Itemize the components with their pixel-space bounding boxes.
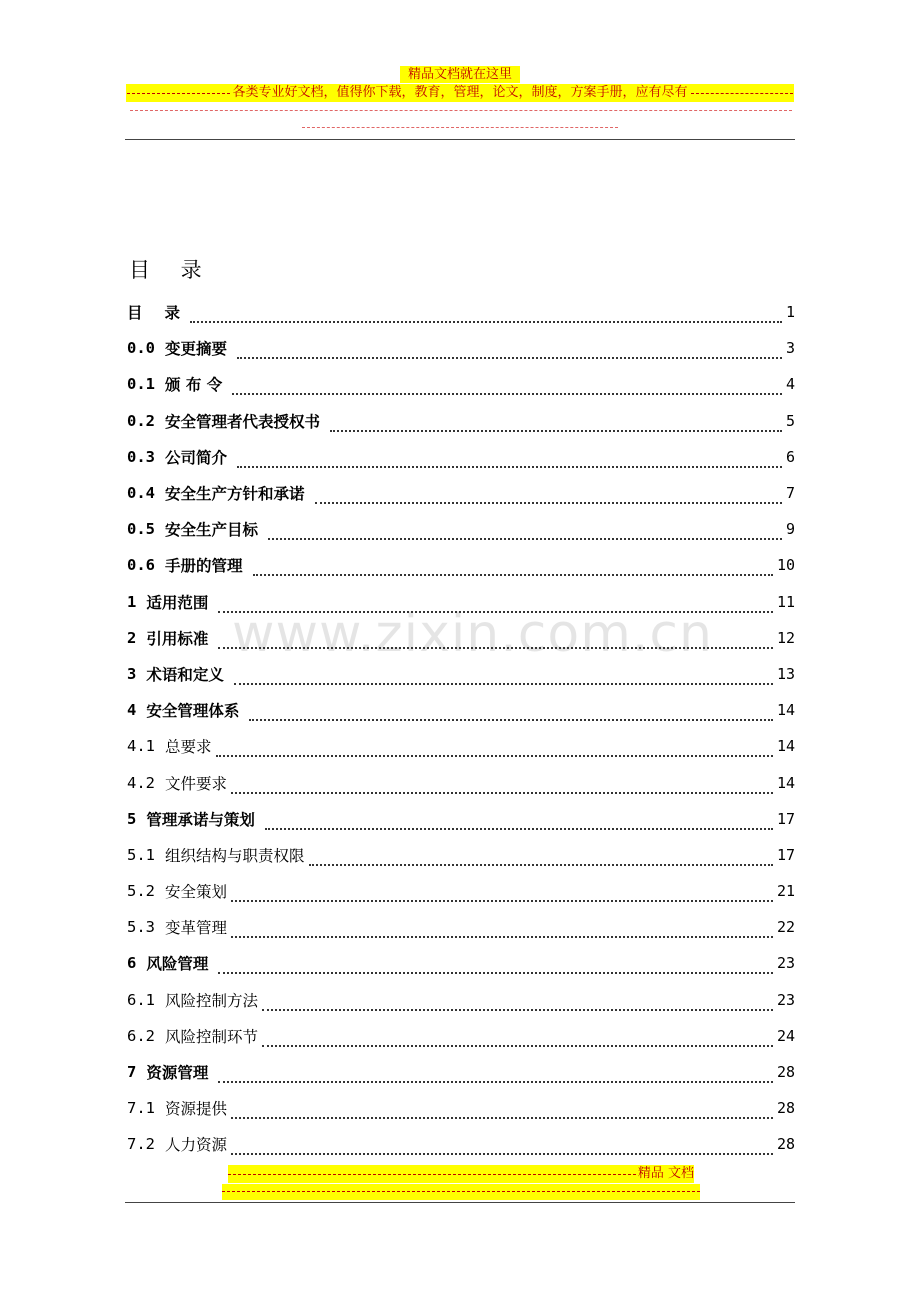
toc-entry-page: 7 <box>785 484 795 503</box>
toc-dot-leader <box>218 958 773 974</box>
toc-dot-leader <box>216 741 773 757</box>
toc-entry-title: 总要求 <box>165 738 212 757</box>
toc-dot-leader <box>253 560 773 576</box>
toc-entry-number: 0.1 <box>127 375 155 394</box>
toc-entry-title: 变革管理 <box>165 919 228 938</box>
toc-entry-title: 风险控制方法 <box>165 991 259 1010</box>
toc-entry[interactable] <box>127 620 795 656</box>
toc-entry-number: 6.1 <box>127 990 155 1009</box>
toc-entry-page: 22 <box>776 918 795 937</box>
toc-entry[interactable] <box>127 945 795 981</box>
toc-entry[interactable] <box>127 511 795 547</box>
toc-entry-number: 7 <box>127 1063 137 1082</box>
toc-entry[interactable] <box>127 403 795 439</box>
toc-entry-page: 1 <box>785 303 795 322</box>
toc-entry-title: 安全生产方针和承诺 <box>165 485 305 504</box>
toc-entry-number: 0.2 <box>127 411 155 430</box>
toc-entry-number: 0.0 <box>127 339 155 358</box>
toc-entry-title: 安全管理者代表授权书 <box>165 412 321 431</box>
toc-dot-leader <box>262 995 773 1011</box>
toc-entry[interactable] <box>127 547 795 583</box>
footer-dash-line <box>222 1184 700 1200</box>
toc-entry[interactable] <box>127 728 795 764</box>
toc-entry[interactable] <box>127 294 795 330</box>
toc-dot-leader <box>218 633 773 649</box>
toc-entry-page: 4 <box>785 375 795 394</box>
toc-dot-leader <box>218 1067 773 1083</box>
toc-dot-leader <box>262 1031 773 1047</box>
toc-entry[interactable] <box>127 692 795 728</box>
toc-entry-page: 23 <box>776 990 795 1009</box>
toc-dot-leader <box>218 597 773 613</box>
toc-entry-title: 录 <box>164 304 181 323</box>
toc-entry[interactable] <box>127 764 795 800</box>
toc-dot-leader <box>231 1139 773 1155</box>
toc-entry-number: 1 <box>127 592 137 611</box>
toc-entry-number: 6.2 <box>127 1026 155 1045</box>
toc-entry-number: 0.5 <box>127 520 155 539</box>
toc-dot-leader <box>231 922 773 938</box>
toc-entry-number: 4 <box>127 701 137 720</box>
toc-heading: 目 录 <box>129 258 214 282</box>
toc-dot-leader <box>237 452 782 468</box>
toc-entry[interactable] <box>127 1054 795 1090</box>
toc-dot-leader <box>315 488 782 504</box>
toc-entry[interactable] <box>127 1090 795 1126</box>
toc-entry-number: 5 <box>127 809 137 828</box>
toc-entry-page: 14 <box>776 701 795 720</box>
toc-entry-number: 6 <box>127 954 137 973</box>
header-title: 精品文档就在这里 <box>400 66 520 83</box>
footer-banner <box>228 1165 694 1183</box>
toc-entry[interactable] <box>127 982 795 1018</box>
toc-entry-title: 颁 布 令 <box>165 376 223 395</box>
toc-dot-leader <box>231 778 773 794</box>
toc-entry-title: 人力资源 <box>165 1136 228 1155</box>
toc-entry[interactable] <box>127 366 795 402</box>
toc-dot-leader <box>265 814 773 830</box>
toc-entry-title: 安全生产目标 <box>165 521 259 540</box>
toc-entry[interactable] <box>127 909 795 945</box>
toc-entry-page: 11 <box>776 592 795 611</box>
toc-entry[interactable] <box>127 330 795 366</box>
toc-entry-number: 3 <box>127 664 137 683</box>
toc-dot-leader <box>234 669 773 685</box>
header-banner-text: 各类专业好文档，值得你下载，教育，管理，论文，制度，方案手册，应有尽有 <box>232 85 688 100</box>
toc-dot-leader <box>231 1103 773 1119</box>
toc-entry-title: 文件要求 <box>165 774 228 793</box>
toc-entry-title: 安全管理体系 <box>146 702 240 721</box>
header-dash-line-2 <box>302 127 618 128</box>
header-rule <box>125 139 795 140</box>
toc-entry-page: 3 <box>785 339 795 358</box>
toc-entry-page: 9 <box>785 520 795 539</box>
banner-dash-left <box>127 93 230 94</box>
toc-entry-page: 12 <box>776 628 795 647</box>
toc-entry-number: 4.2 <box>127 773 155 792</box>
table-of-contents <box>127 294 795 1163</box>
toc-entry-number: 5.3 <box>127 918 155 937</box>
toc-entry-number: 5.2 <box>127 882 155 901</box>
toc-entry-page: 14 <box>776 773 795 792</box>
toc-entry-page: 17 <box>776 845 795 864</box>
toc-entry-page: 14 <box>776 737 795 756</box>
toc-entry[interactable] <box>127 1126 795 1162</box>
toc-entry-title: 风险控制环节 <box>165 1027 259 1046</box>
toc-entry-title: 手册的管理 <box>165 557 243 576</box>
footer-dash <box>228 1174 636 1175</box>
toc-entry-page: 6 <box>785 447 795 466</box>
banner-dash-right <box>691 93 794 94</box>
toc-entry[interactable] <box>127 801 795 837</box>
toc-entry-title: 公司简介 <box>165 448 228 467</box>
toc-entry-page: 17 <box>776 809 795 828</box>
toc-dot-leader <box>231 886 773 902</box>
toc-entry-page: 28 <box>776 1135 795 1154</box>
toc-entry-title: 资源管理 <box>146 1064 209 1083</box>
toc-entry-number: 7.1 <box>127 1099 155 1118</box>
toc-entry-title: 变更摘要 <box>165 340 228 359</box>
toc-entry-number: 目 <box>127 304 143 323</box>
footer-rule <box>125 1202 795 1203</box>
toc-entry[interactable] <box>127 439 795 475</box>
toc-dot-leader <box>330 416 782 432</box>
toc-entry[interactable] <box>127 837 795 873</box>
toc-entry-page: 28 <box>776 1099 795 1118</box>
toc-entry-title: 适用范围 <box>146 593 209 612</box>
toc-entry[interactable] <box>127 873 795 909</box>
toc-dot-leader <box>190 307 782 323</box>
toc-dot-leader <box>268 524 782 540</box>
toc-entry-number: 0.4 <box>127 484 155 503</box>
toc-entry-page: 13 <box>776 664 795 683</box>
toc-entry-page: 21 <box>776 882 795 901</box>
toc-entry-title: 术语和定义 <box>146 665 224 684</box>
toc-entry-title: 管理承诺与策划 <box>146 810 255 829</box>
toc-entry-number: 2 <box>127 628 137 647</box>
toc-entry-number: 0.6 <box>127 556 155 575</box>
toc-entry-page: 24 <box>776 1026 795 1045</box>
header-banner <box>126 84 794 102</box>
watermark: www.zixin.com.cn <box>232 604 713 664</box>
toc-dot-leader <box>309 850 773 866</box>
header-dash-line-1 <box>130 110 792 111</box>
toc-entry-title: 安全策划 <box>165 883 228 902</box>
toc-entry-number: 4.1 <box>127 737 155 756</box>
toc-entry-number: 7.2 <box>127 1135 155 1154</box>
footer-label: 精品 文档 <box>637 1166 694 1181</box>
toc-dot-leader <box>237 343 782 359</box>
toc-entry-page: 28 <box>776 1063 795 1082</box>
toc-entry-number: 5.1 <box>127 845 155 864</box>
toc-entry-title: 资源提供 <box>165 1100 228 1119</box>
toc-entry-page: 23 <box>776 954 795 973</box>
toc-entry-number: 0.3 <box>127 447 155 466</box>
toc-entry-title: 组织结构与职责权限 <box>165 846 305 865</box>
toc-entry-page: 5 <box>785 411 795 430</box>
toc-entry[interactable] <box>127 584 795 620</box>
toc-entry-title: 引用标准 <box>146 629 209 648</box>
toc-dot-leader <box>232 379 782 395</box>
toc-entry[interactable] <box>127 1018 795 1054</box>
toc-entry[interactable] <box>127 656 795 692</box>
toc-entry[interactable] <box>127 475 795 511</box>
toc-entry-page: 10 <box>776 556 795 575</box>
toc-entry-title: 风险管理 <box>146 955 209 974</box>
toc-dot-leader <box>249 705 773 721</box>
